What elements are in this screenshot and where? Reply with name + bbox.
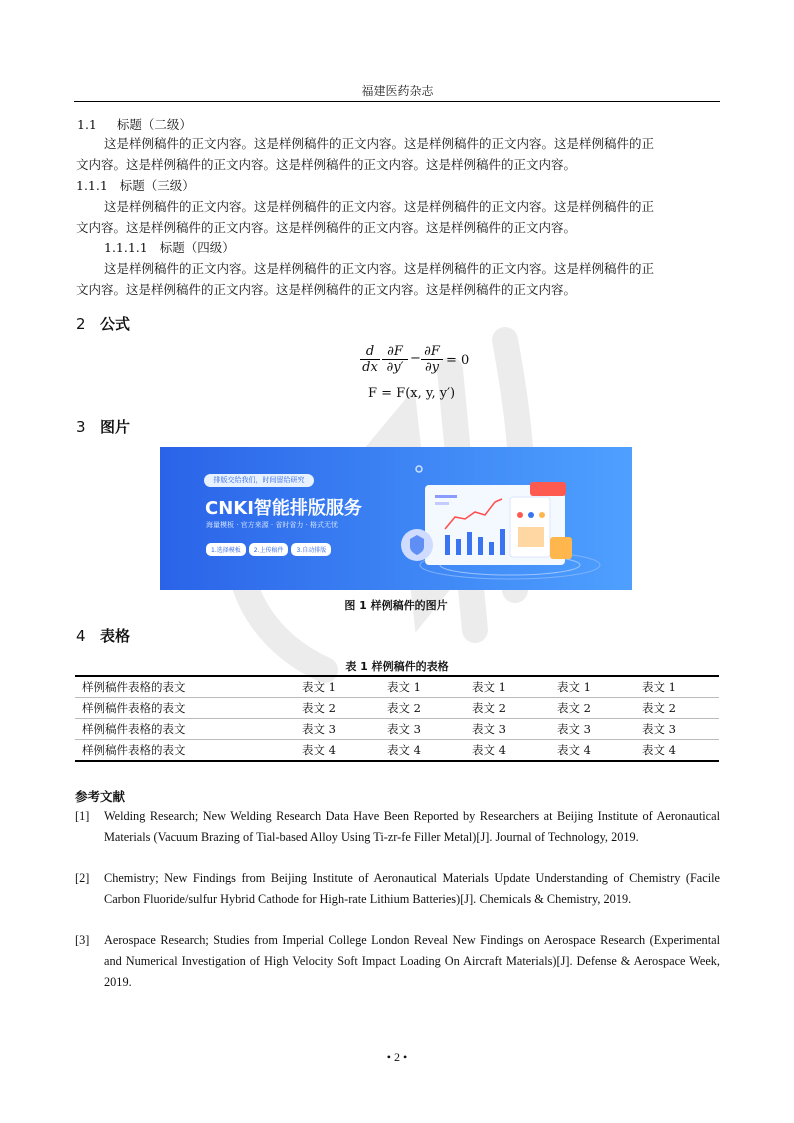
reference-text: Chemistry; New Findings from Beijing Institute of Aeronautical Materials Update Understanding of Chemistry (Facile Carbon Fluoride/sulfur Hybrid Cathode for High-rate Lithium Batteries)[J]. Chemicals & Chemistry, 2019. — [104, 871, 720, 906]
banner-subtitle: 海量模板 · 官方来源 · 省时省力 · 格式无忧 — [206, 521, 339, 529]
banner-title: CNKI智能排版服务 — [205, 498, 362, 519]
section-title: 公式 — [100, 315, 131, 333]
table-caption: 表 1 样例稿件的表格 — [345, 660, 449, 673]
banner-steps — [206, 543, 331, 556]
banner-step: 1.选择模板 — [206, 543, 246, 556]
table-cell: 表文 2 — [295, 698, 380, 719]
heading-level2-title: 标题（二级） — [116, 117, 192, 132]
banner-illustration — [390, 457, 620, 587]
table-cell: 表文 2 — [550, 698, 635, 719]
section-heading-formula — [76, 313, 130, 334]
table-cell: 表文 3 — [635, 719, 719, 740]
table-cell: 样例稿件表格的表文 — [75, 719, 295, 740]
fraction-dF-dy — [421, 344, 443, 375]
paragraph-2-line2: 文内容。这是样例稿件的正文内容。这是样例稿件的正文内容。这是样例稿件的正文内容。 — [76, 220, 577, 235]
table-cell: 表文 3 — [465, 719, 550, 740]
banner-step: 3.自动排版 — [291, 543, 331, 556]
section-title: 图片 — [100, 418, 131, 436]
table-cell: 表文 2 — [635, 698, 719, 719]
table-cell: 表文 4 — [295, 740, 380, 762]
paragraph-1-line2: 文内容。这是样例稿件的正文内容。这是样例稿件的正文内容。这是样例稿件的正文内容。 — [76, 157, 577, 172]
fraction-denominator: dx — [362, 360, 378, 375]
table-cell: 样例稿件表格的表文 — [75, 676, 295, 698]
fraction-d-dx — [360, 344, 380, 375]
reference-text: Aerospace Research; Studies from Imperial College London Reveal New Findings on Aerospace Research (Experimental and Numerical Investigation of High Velocity Soft Impact Loading On Aircraft Materials)[J]. Defense & Aerospace Week, 2019. — [104, 933, 720, 989]
fraction-dF-dyp — [382, 344, 408, 375]
fraction-numerator: d — [365, 344, 375, 359]
table-cell: 表文 1 — [635, 676, 719, 698]
fraction-denominator: ∂y′ — [386, 360, 404, 375]
table-cell: 样例稿件表格的表文 — [75, 740, 295, 762]
table-cell: 表文 4 — [550, 740, 635, 762]
table-cell: 表文 2 — [465, 698, 550, 719]
heading-level2-number: 1.1 — [77, 117, 97, 132]
page-number: • 2 • — [386, 1050, 408, 1064]
heading-level4 — [104, 241, 235, 255]
paragraph-3-line1: 这是样例稿件的正文内容。这是样例稿件的正文内容。这是样例稿件的正文内容。这是样例稿件的正 — [104, 261, 655, 276]
table-row — [75, 698, 719, 719]
figure-banner-image — [160, 447, 632, 590]
section-number: 3 — [76, 418, 86, 436]
figure-caption: 图 1 样例稿件的图片 — [344, 599, 448, 612]
fraction-numerator: ∂F — [424, 344, 440, 359]
paragraph-2-line1: 这是样例稿件的正文内容。这是样例稿件的正文内容。这是样例稿件的正文内容。这是样例稿件的正 — [104, 199, 655, 214]
table-cell: 表文 3 — [380, 719, 465, 740]
table-cell: 表文 1 — [465, 676, 550, 698]
minus-sign: − — [410, 351, 421, 366]
section-heading-figure — [76, 416, 130, 437]
section-number: 2 — [76, 315, 86, 333]
sample-table — [75, 675, 719, 762]
section-number: 4 — [76, 627, 86, 645]
table-row — [75, 719, 719, 740]
heading-level3 — [76, 179, 195, 193]
header-rule — [74, 101, 720, 102]
references-title: 参考文献 — [75, 789, 126, 804]
reference-index: [2] — [75, 871, 90, 885]
table-cell: 表文 4 — [380, 740, 465, 762]
fraction-numerator: ∂F — [387, 344, 403, 359]
heading-level3-title: 标题（三级） — [119, 178, 195, 193]
reference-index: [3] — [75, 933, 90, 947]
banner-step: 2.上传稿件 — [249, 543, 289, 556]
table-cell: 表文 1 — [380, 676, 465, 698]
table-cell: 表文 2 — [380, 698, 465, 719]
table-cell: 表文 4 — [635, 740, 719, 762]
fraction-denominator: ∂y — [424, 360, 440, 375]
heading-level2 — [77, 118, 192, 132]
table-cell: 表文 3 — [295, 719, 380, 740]
banner-pill: 排版交给我们，时间留给研究 — [204, 474, 314, 487]
table-row — [75, 740, 719, 762]
table-cell: 表文 1 — [550, 676, 635, 698]
heading-level3-number: 1.1.1 — [76, 178, 108, 193]
table-cell: 样例稿件表格的表文 — [75, 698, 295, 719]
table-cell: 表文 3 — [550, 719, 635, 740]
reference-item — [75, 868, 720, 910]
paragraph-3-line2: 文内容。这是样例稿件的正文内容。这是样例稿件的正文内容。这是样例稿件的正文内容。 — [76, 282, 577, 297]
reference-item — [75, 806, 720, 848]
heading-level4-number: 1.1.1.1 — [104, 240, 148, 255]
reference-item — [75, 930, 720, 992]
table-row — [75, 676, 719, 698]
reference-text: Welding Research; New Welding Research Data Have Been Reported by Researchers at Beijing Institute of Aeronautical Materials (Vacuum Brazing of Tial-based Alloy Using Ti-zr-fe Filler Metal)[J]. Journal of Technology, 2019. — [104, 809, 720, 844]
equals-zero: = 0 — [446, 353, 470, 368]
running-header: 福建医药杂志 — [361, 84, 434, 98]
heading-level4-title: 标题（四级） — [159, 240, 235, 255]
table-cell: 表文 4 — [465, 740, 550, 762]
reference-index: [1] — [75, 809, 90, 823]
section-title: 表格 — [100, 627, 131, 645]
formula-F-definition: F = F(x, y, y′) — [368, 386, 456, 401]
table-cell: 表文 1 — [295, 676, 380, 698]
paragraph-1-line1: 这是样例稿件的正文内容。这是样例稿件的正文内容。这是样例稿件的正文内容。这是样例稿件的正 — [104, 136, 655, 151]
section-heading-table — [76, 625, 130, 646]
